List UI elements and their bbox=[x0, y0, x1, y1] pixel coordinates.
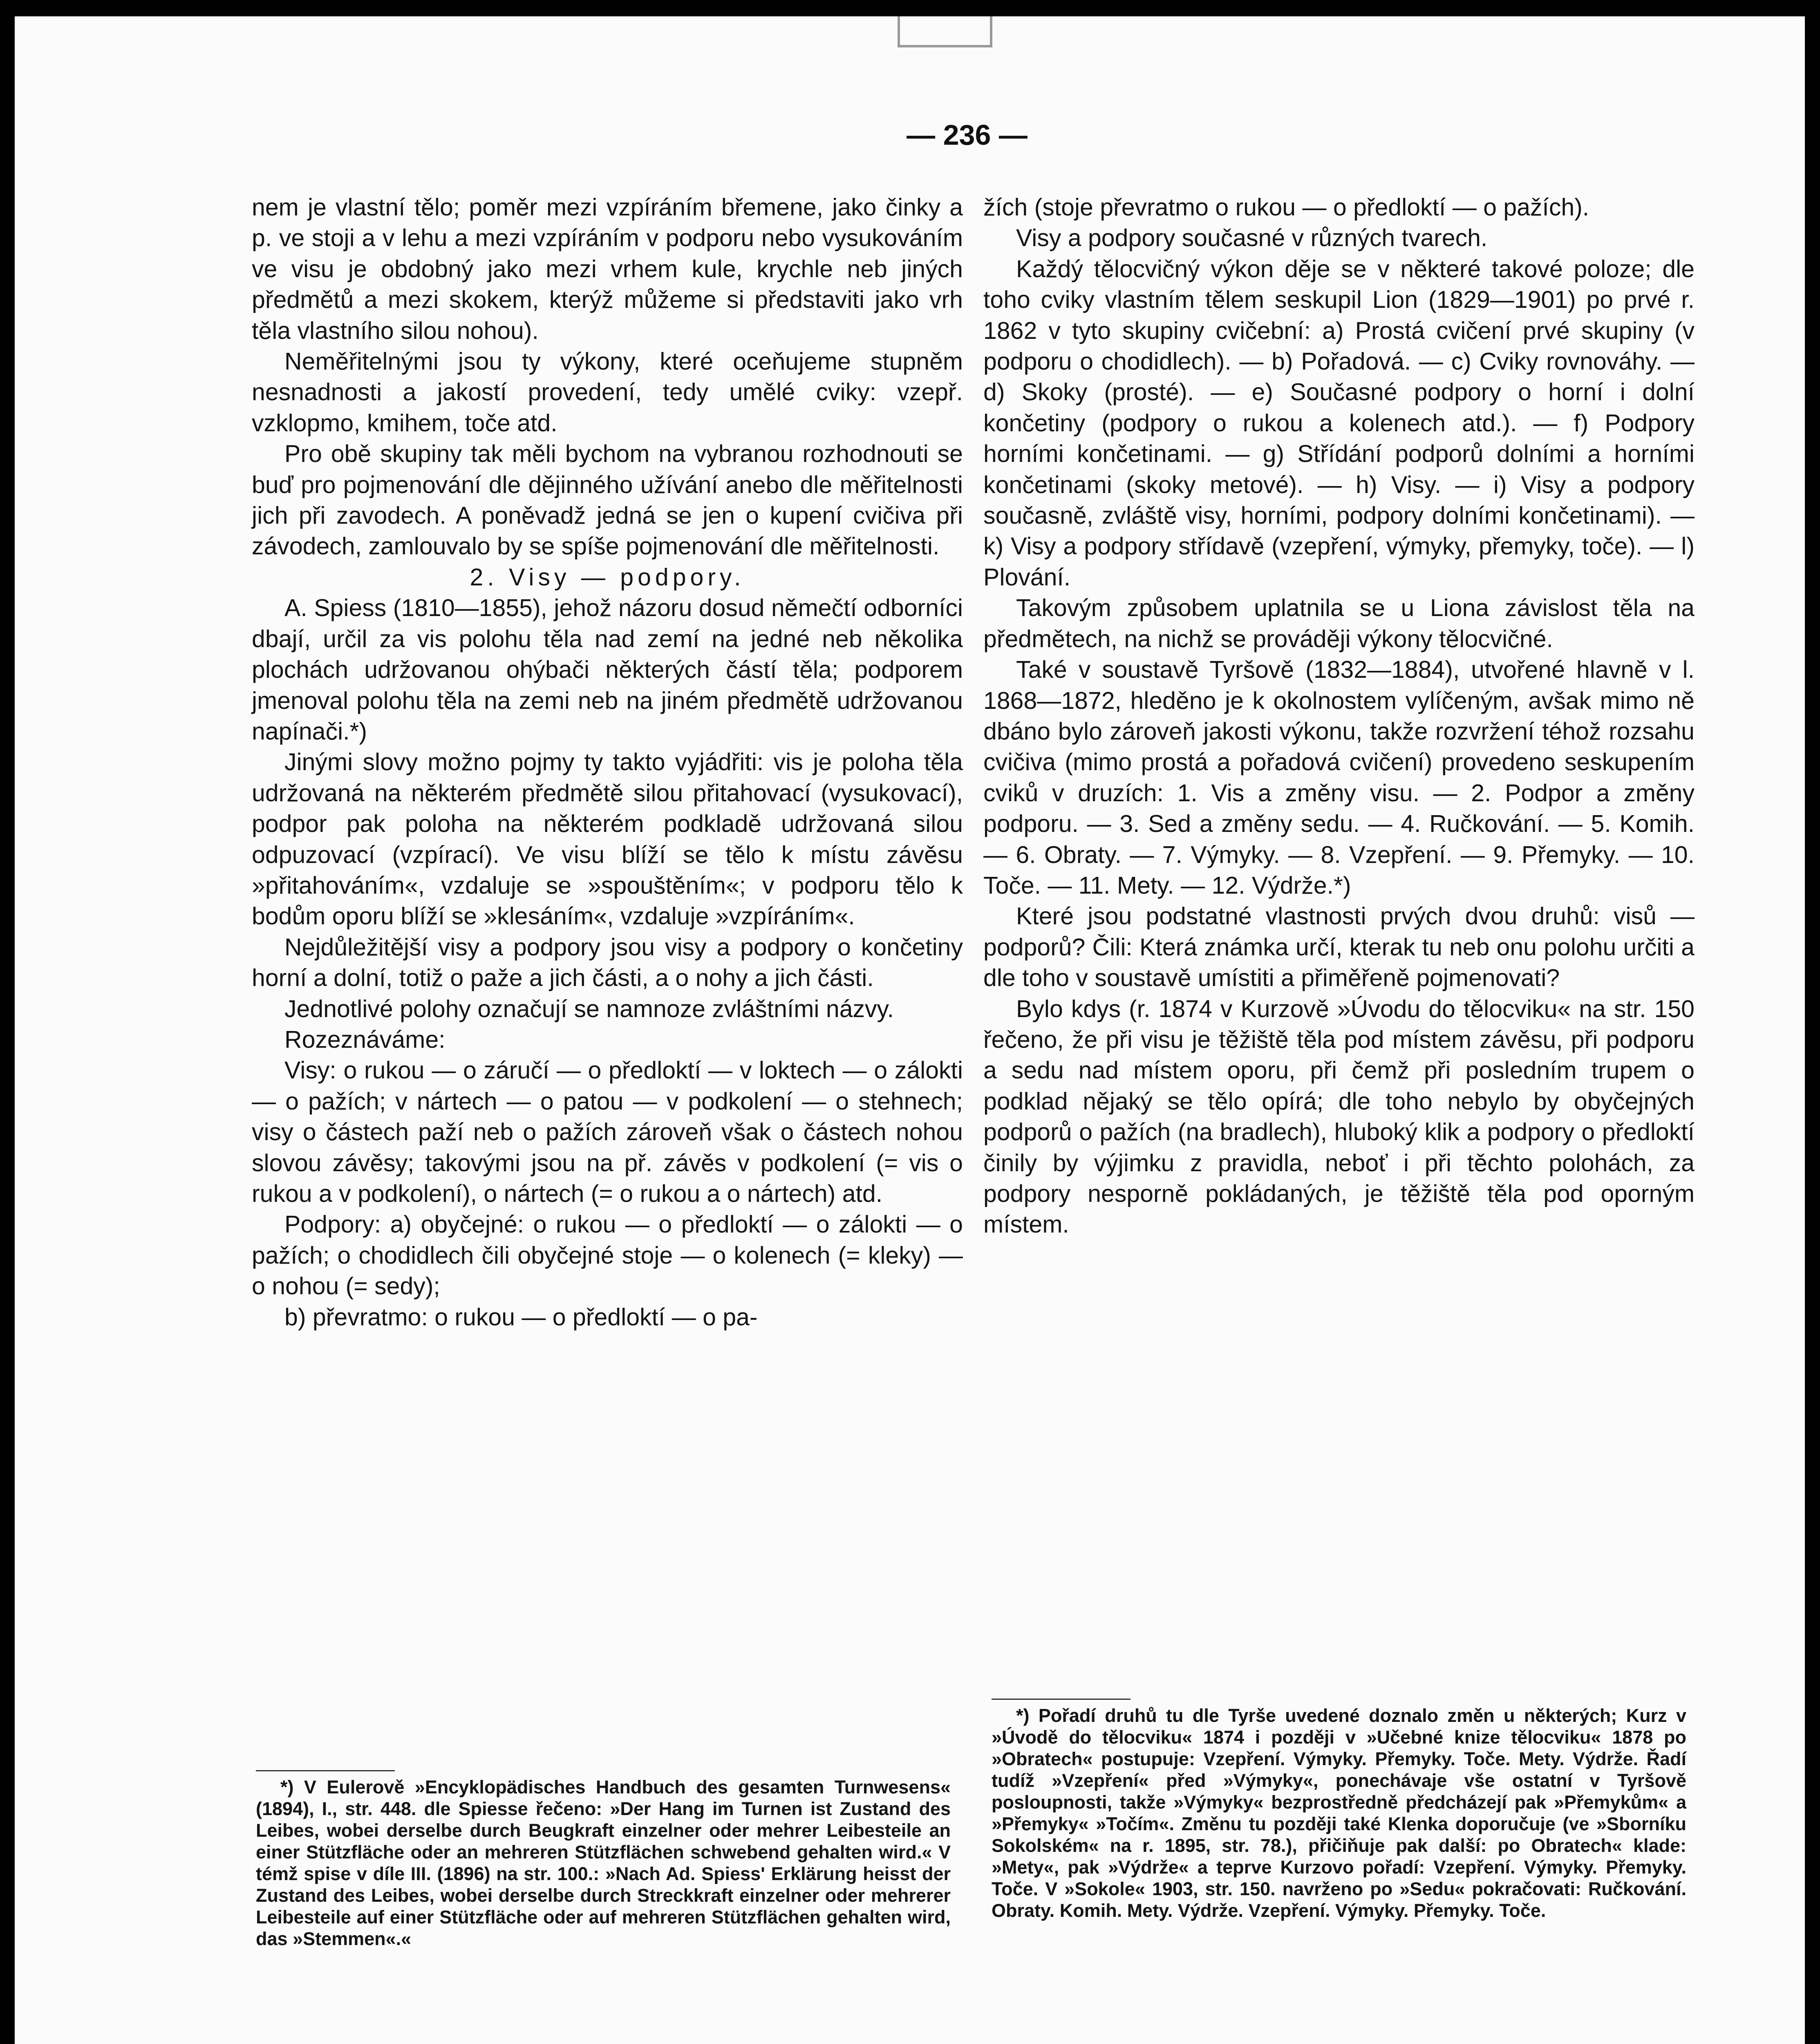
left-column bbox=[252, 192, 963, 1333]
right-footnote bbox=[992, 1699, 1686, 1921]
left-paragraph-5: Jinými slovy možno pojmy ty takto vyjádřiti: vis je poloha těla udržovaná na některém předmětě silou přitahovací (vysukovací), podpor pak poloha na některém podkladě udržovaná silou odpuzovací (vzpírací). Ve visu blíží se tělo k místu závěsu »přitahováním«, vzdaluje se »spouštěním«; v podporu tělo k bodům oporu blíží se »klesáním«, vzdaluje »vzpíráním«. bbox=[252, 749, 963, 930]
footnote-rule bbox=[992, 1699, 1131, 1700]
right-paragraph-6: Které jsou podstatné vlastnosti prvých dvou druhů: visů — podporů? Čili: Která známka určí, kterak tu neb onu polohu určiti a dle toho v soustavě umístiti a přiměřeně pojmenovati? bbox=[983, 903, 1695, 992]
right-paragraph-4: Takovým způsobem uplatnila se u Liona závislost těla na předmětech, na nichž se prováději výkony tělocvičné. bbox=[983, 594, 1695, 652]
left-paragraph-2: Neměřitelnými jsou ty výkony, které oceňujeme stupněm nesnadnosti a jakostí provedení, tedy umělé cviky: vzepř. vzklopmo, kmihem, toče atd. bbox=[252, 348, 963, 437]
left-paragraph-11: b) převratmo: o rukou — o předloktí — o pa- bbox=[284, 1303, 758, 1331]
right-paragraph-3: Každý tělocvičný výkon děje se v některé takové poloze; dle toho cviky vlastním tělem seskupil Lion (1829—1901) po prvé r. 1862 v tyto skupiny cvičební: a) Prostá cvičení prvé skupiny (v podporu o chodidlech). — b) Pořadová. — c) Cviky rovnováhy. — d) Skoky (prosté). — e) Současné podpory o horní i dolní končetiny (podpory o rukou a kolenech atd.). — f) Podpory horními končetinami. — g) Střídání podporů dolními a horními končetinami (skoky metové). — h) Visy. — i) Visy a podpory současně, zvláště visy, horními, podpory dolními končetinami). — k) Visy a podpory střídavě (vzepření, výmyky, přemyky, toče). — l) Plování. bbox=[983, 255, 1695, 591]
left-paragraph-1: nem je vlastní tělo; poměr mezi vzpíráním břemene, jako činky a p. ve stoji a v lehu a mezi vzpíráním v podporu nebo vysukováním ve visu je obdobný jako mezi vrhem kule, krychle neb jiných předmětů a mezi skokem, kterýž můžeme si představiti jako vrh těla vlastního silou nohou). bbox=[252, 194, 963, 344]
right-column bbox=[983, 192, 1695, 1240]
scan-artifact-mark bbox=[898, 16, 992, 47]
section-heading: 2. Visy — podpory. bbox=[470, 563, 745, 591]
right-paragraph-5: Také v soustavě Tyršově (1832—1884), utvořené hlavně v l. 1868—1872, hleděno je k okolnostem vylíčeným, avšak mimo ně dbáno bylo zároveň jakosti výkonu, takže rozvržení téhož rozsahu cvičiva (mimo prostá a pořadová cvičení) provedeno seskupením cviků v druzích: 1. Vis a změny visu. — 2. Podpor a změny podporu. — 3. Sed a změny sedu. — 4. Ručkování. — 5. Komih. — 6. Obraty. — 7. Výmyky. — 8. Vzepření. — 9. Přemyky. — 10. Toče. — 11. Mety. — 12. Výdrže.*) bbox=[983, 656, 1695, 899]
left-paragraph-3: Pro obě skupiny tak měli bychom na vybranou rozhodnouti se buď pro pojmenování dle dějinného užívání anebo dle měřitelnosti jich při zavodech. A poněvadž jedná se jen o kupení cvičiva při závodech, zamlouvalo by se spíše pojmenování dle měřitelnosti. bbox=[252, 440, 963, 560]
right-footnote-text: *) Pořadí druhů tu dle Tyrše uvedené doznalo změn u některých; Kurz v »Úvodě do tělocviku« 1874 i později v »Učebné knize tělocviku« 1878 po »Obratech« postupuje: Vzepření. Výmyky. Přemyky. Toče. Mety. Výdrže. Řadí tudíž »Vzepření« před »Výmyky«, ponechávaje vše ostatní v Tyršově posloupnosti, takže »Výmyky« bezprostředně předcházejí pak »Přemykům« a »Přemyky« »Točím«. Změnu tu později také Klenka doporučuje (ve »Sborníku Sokolském« na r. 1895, str. 78.), přičiňuje pak další: po Obratech« klade: »Mety«, pak »Výdrže« a teprve Kurzovo pořadí: Vzepření. Výmyky. Přemyky. Toče. V »Sokole« 1903, str. 150. navrženo po »Sedu« pokračovati: Ručkování. Obraty. Komih. Mety. Výdrže. Vzepření. Výmyky. Přemyky. Toče. bbox=[992, 1705, 1686, 1921]
scanned-page bbox=[15, 16, 1805, 2044]
left-paragraph-10: Podpory: a) obyčejné: o rukou — o předloktí — o zálokti — o pažích; o chodidlech čili obyčejné stoje — o kolenech (= kleky) — o nohou (= sedy); bbox=[252, 1211, 963, 1300]
left-paragraph-6: Nejdůležitější visy a podpory jsou visy a podpory o končetiny horní a dolní, totiž o paže a jich části, a o nohy a jich části. bbox=[252, 933, 963, 992]
right-paragraph-2: Visy a podpory současné v různých tvarech. bbox=[1016, 224, 1488, 252]
left-footnote-text: *) V Eulerově »Encyklopädisches Handbuch des gesamten Turnwesens« (1894), I., str. 448. dle Spiesse řečeno: »Der Hang im Turnen ist Zustand des Leibes, wobei derselbe durch Beugkraft einzelner oder mehrer Leibesteile an einer Stützfläche oder an mehreren Stützflächen schwebend gehalten wird.« V témž spise v díle III. (1896) na str. 100.: »Nach Ad. Spiess' Erklärung heisst der Zustand des Leibes, wobei derselbe durch Streckkraft einzelner oder mehrerer Leibesteile auf einer Stützfläche oder auf mehreren Stützflächen gehalten wird, das »Stemmen«.« bbox=[256, 1777, 951, 1949]
left-paragraph-9: Visy: o rukou — o záručí — o předloktí — v loktech — o zálokti — o pažích; v nártech — o patou — v podkolení — o stehnech; visy o částech paží neb o pažích zároveň však o částech nohou slovou závěsy; takovými jsou na př. závěs v podkolení (= vis o rukou a v podkolení), o nártech (= o rukou a o nártech) atd. bbox=[252, 1057, 963, 1207]
left-paragraph-4: A. Spiess (1810—1855), jehož názoru dosud němečtí odborníci dbají, určil za vis polohu těla nad zemí na jedné neb několika plochách udržovanou ohýbači některých částí těla; podporem jmenoval polohu těla na zemi neb na jiném předmětě udržovanou napínači.*) bbox=[252, 594, 963, 745]
left-paragraph-7: Jednotlivé polohy označují se namnoze zvláštními názvy. bbox=[284, 995, 894, 1022]
footnote-rule bbox=[256, 1770, 395, 1771]
page-number: — 236 — bbox=[907, 119, 1028, 151]
right-paragraph-1: žích (stoje převratmo o rukou — o předloktí — o pažích). bbox=[983, 194, 1589, 221]
right-paragraph-7: Bylo kdys (r. 1874 v Kurzově »Úvodu do tělocviku« na str. 150 řečeno, že při visu je těžiště těla pod místem závěsu, při podporu a sedu nad místem oporu, při čemž při posledním trupem o podklad nějaký se tělo opírá; dle toho nebylo by obyčejných podporů o pažích (na bradlech), hluboký klik a podpory o předloktí činily by výjimku z pravidla, neboť i při těchto polohách, za podpory nesporně pokládaných, je těžiště těla pod oporným místem. bbox=[983, 995, 1695, 1238]
left-paragraph-8: Rozeznáváme: bbox=[284, 1026, 445, 1053]
left-footnote bbox=[256, 1770, 951, 1950]
